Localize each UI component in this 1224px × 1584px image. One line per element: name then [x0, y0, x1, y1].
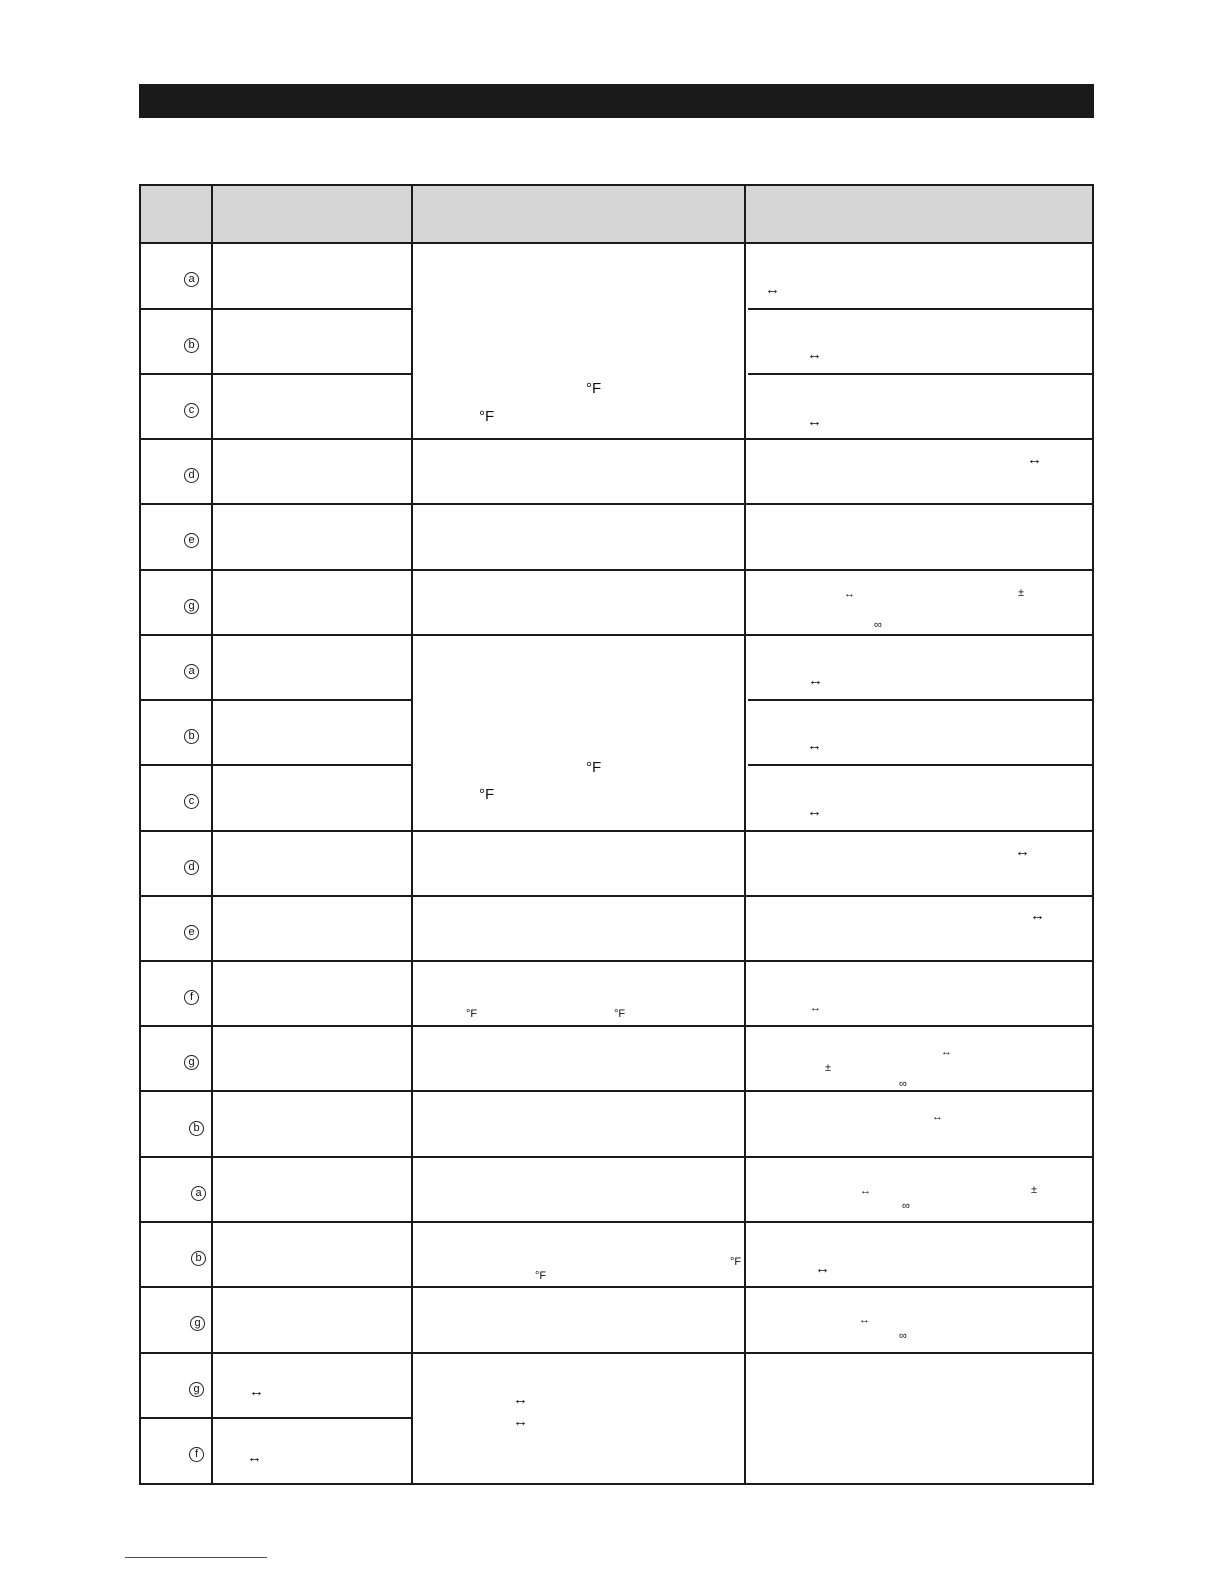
row-symbol: f [189, 1447, 204, 1462]
infinity-symbol: ∞ [874, 619, 882, 631]
degree-f-symbol: °F [466, 1008, 478, 1020]
degree-f-symbol: °F [614, 1008, 626, 1020]
arrow-icon: ↔ [1027, 451, 1042, 468]
arrow-icon: ↔ [1030, 907, 1045, 924]
plus-minus-symbol: ± [1018, 587, 1025, 599]
infinity-symbol: ∞ [902, 1200, 910, 1212]
arrow-icon: ↔ [810, 1002, 821, 1014]
arrow-icon: ↔ [807, 737, 822, 754]
row-divider [141, 569, 1092, 571]
row-symbol: b [189, 1121, 204, 1136]
plus-minus-symbol: ± [1031, 1184, 1038, 1196]
row-symbol: a [191, 1186, 206, 1201]
arrow-icon: ↔ [247, 1449, 262, 1466]
row-divider [141, 1286, 1092, 1288]
arrow-icon: ↔ [807, 413, 822, 430]
section-title-bar [139, 84, 1094, 118]
arrow-icon: ↔ [844, 588, 855, 600]
degree-f-symbol: °F [586, 759, 602, 776]
row-symbol: g [189, 1382, 204, 1397]
row-symbol: g [184, 1055, 199, 1070]
row-divider [141, 634, 1092, 636]
row-symbol: e [184, 925, 199, 940]
arrow-icon: ↔ [807, 346, 822, 363]
arrow-icon: ↔ [513, 1391, 528, 1408]
row-divider [141, 1221, 1092, 1223]
row-divider [141, 764, 411, 766]
arrow-icon: ↔ [932, 1111, 943, 1123]
row-symbol: c [184, 794, 199, 809]
plus-minus-symbol: ± [825, 1062, 832, 1074]
row-divider [141, 438, 1092, 440]
degree-f-symbol: °F [479, 786, 495, 803]
column-divider [411, 186, 413, 1483]
arrow-icon: ↔ [1015, 843, 1030, 860]
degree-f-symbol: °F [479, 408, 495, 425]
row-symbol: f [184, 990, 199, 1005]
row-symbol: d [184, 860, 199, 875]
row-divider [748, 308, 1092, 310]
row-divider [141, 503, 1092, 505]
infinity-symbol: ∞ [899, 1078, 907, 1090]
arrow-icon: ↔ [249, 1383, 264, 1400]
column-divider [744, 186, 746, 1483]
arrow-icon: ↔ [815, 1260, 830, 1277]
spec-table [139, 184, 1094, 1485]
row-divider [141, 308, 411, 310]
row-symbol: a [184, 272, 199, 287]
row-divider [748, 764, 1092, 766]
row-symbol: b [184, 338, 199, 353]
row-divider [141, 699, 411, 701]
row-divider [141, 1025, 1092, 1027]
row-divider [141, 1090, 1092, 1092]
row-symbol: b [184, 729, 199, 744]
arrow-icon: ↔ [941, 1046, 952, 1058]
row-divider [141, 830, 1092, 832]
row-symbol: b [191, 1251, 206, 1266]
arrow-icon: ↔ [807, 803, 822, 820]
row-symbol: g [184, 599, 199, 614]
row-divider [748, 373, 1092, 375]
row-divider [748, 699, 1092, 701]
row-divider [141, 960, 1092, 962]
row-symbol: a [184, 664, 199, 679]
row-divider [141, 1156, 1092, 1158]
table-header [141, 186, 1092, 242]
arrow-icon: ↔ [513, 1413, 528, 1430]
arrow-icon: ↔ [765, 281, 780, 298]
row-symbol: d [184, 468, 199, 483]
row-divider [141, 373, 411, 375]
infinity-symbol: ∞ [899, 1330, 907, 1342]
arrow-icon: ↔ [808, 672, 823, 689]
row-divider [141, 1417, 411, 1419]
row-divider [141, 895, 1092, 897]
row-divider [141, 1352, 1092, 1354]
row-symbol: g [190, 1316, 205, 1331]
degree-f-symbol: °F [535, 1270, 547, 1282]
column-divider [211, 186, 213, 1483]
arrow-icon: ↔ [860, 1185, 871, 1197]
arrow-icon: ↔ [859, 1314, 870, 1326]
degree-f-symbol: °F [586, 380, 602, 397]
row-symbol: c [184, 403, 199, 418]
footer-link-underline[interactable] [125, 1557, 267, 1558]
degree-f-symbol: °F [730, 1256, 742, 1268]
header-divider [141, 242, 1092, 244]
row-symbol: e [184, 533, 199, 548]
